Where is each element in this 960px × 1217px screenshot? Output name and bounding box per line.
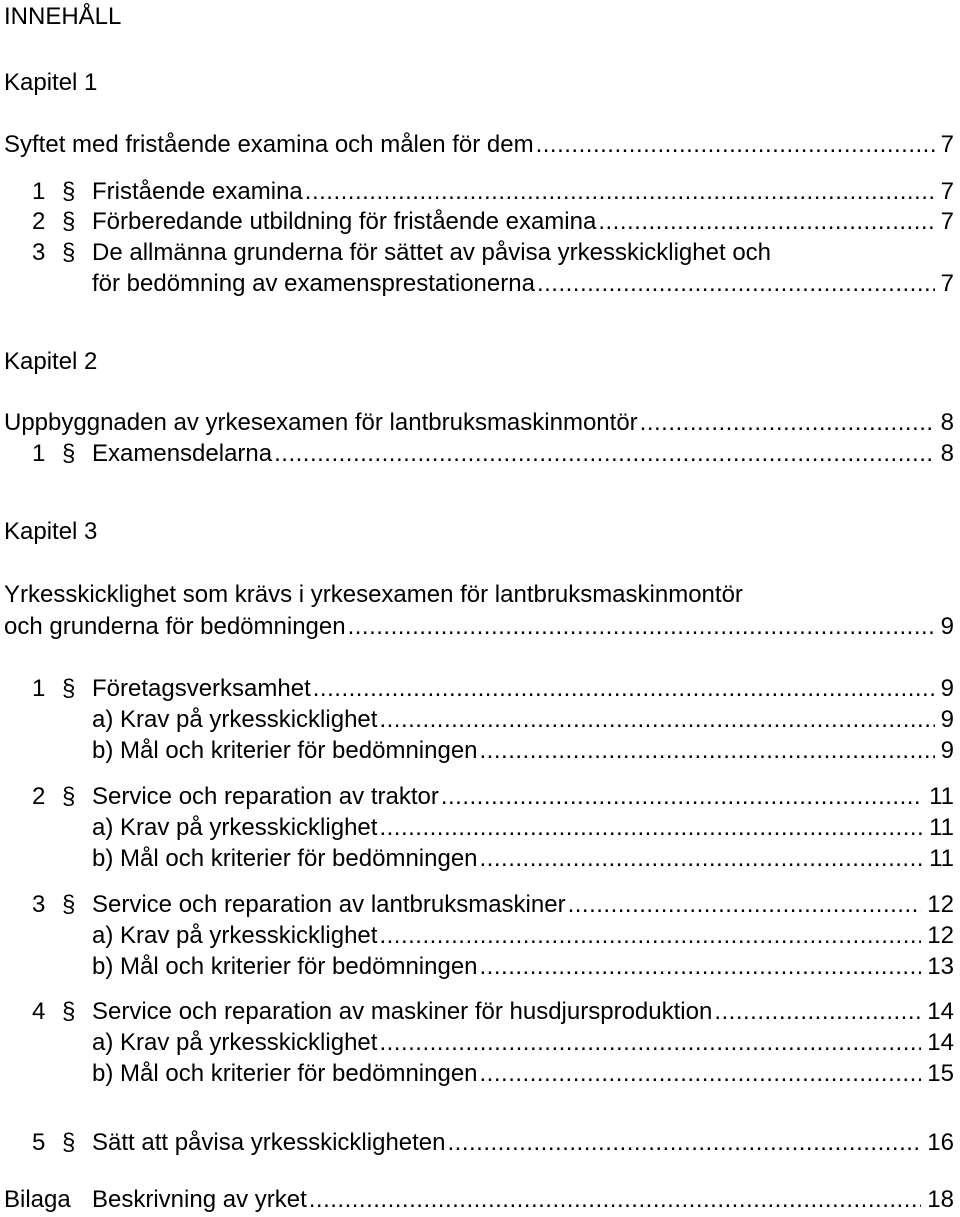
dot-leader bbox=[714, 995, 921, 1029]
dot-leader bbox=[348, 610, 935, 644]
toc-subentry[interactable] bbox=[0, 919, 960, 953]
dot-leader bbox=[379, 1026, 921, 1060]
appendix-label: Bilaga bbox=[4, 1186, 71, 1213]
page-number: 9 bbox=[940, 706, 954, 733]
section-number: 3 bbox=[32, 239, 46, 266]
chapter-1-label: Kapitel 1 bbox=[4, 69, 98, 96]
toc-entry[interactable] bbox=[0, 406, 960, 440]
section-number: 1 bbox=[32, 178, 46, 205]
dot-leader bbox=[480, 734, 935, 768]
section-title: Examensdelarna bbox=[92, 437, 272, 471]
section-title: Service och reparation av lantbruksmaskiner bbox=[92, 888, 566, 922]
page-number: 11 bbox=[929, 845, 954, 872]
chapter-2-label: Kapitel 2 bbox=[4, 348, 98, 375]
toc-entry[interactable] bbox=[0, 205, 960, 239]
toc-subentry[interactable] bbox=[0, 1057, 960, 1091]
section-symbol-icon: § bbox=[62, 675, 76, 702]
section-number: 4 bbox=[32, 998, 46, 1025]
chapter-1-title: Syftet med fristående examina och målen för dem bbox=[4, 128, 534, 162]
section-symbol-icon: § bbox=[62, 1129, 76, 1156]
dot-leader bbox=[274, 437, 935, 471]
toc-entry[interactable] bbox=[0, 578, 960, 612]
section-symbol-icon: § bbox=[62, 891, 76, 918]
page-number: 14 bbox=[927, 998, 954, 1025]
dot-leader bbox=[480, 950, 922, 984]
page-number: 13 bbox=[927, 953, 954, 980]
page-number: 11 bbox=[929, 814, 954, 841]
toc-subentry[interactable] bbox=[0, 703, 960, 737]
toc-subentry[interactable] bbox=[0, 811, 960, 845]
page-number: 7 bbox=[940, 270, 954, 297]
page-number: 12 bbox=[927, 922, 954, 949]
section-title: Förberedande utbildning för fristående examina bbox=[92, 205, 596, 239]
section-symbol-icon: § bbox=[62, 440, 76, 467]
toc-subentry[interactable] bbox=[0, 734, 960, 768]
chapter-3-title-line1: Yrkesskicklighet som krävs i yrkesexamen för lantbruksmaskinmontör bbox=[4, 581, 743, 608]
dot-leader bbox=[441, 780, 923, 814]
page-number: 9 bbox=[940, 613, 954, 640]
section-number: 1 bbox=[32, 675, 46, 702]
page-number: 9 bbox=[940, 675, 954, 702]
toc-entry[interactable] bbox=[0, 780, 960, 814]
page-number: 18 bbox=[927, 1186, 954, 1213]
page-number: 9 bbox=[940, 737, 954, 764]
toc-entry-continuation[interactable] bbox=[0, 610, 960, 644]
toc-entry[interactable] bbox=[0, 236, 960, 270]
section-number: 2 bbox=[32, 208, 46, 235]
section-title: Fristående examina bbox=[92, 175, 303, 209]
toc-entry-continuation[interactable] bbox=[0, 267, 960, 301]
section-title: Service och reparation av maskiner för husdjursproduktion bbox=[92, 995, 712, 1029]
dot-leader bbox=[379, 703, 934, 737]
section-symbol-icon: § bbox=[62, 208, 76, 235]
chapter-label bbox=[0, 345, 960, 379]
toc-entry[interactable] bbox=[0, 128, 960, 162]
section-number: 5 bbox=[32, 1129, 46, 1156]
dot-leader bbox=[448, 1126, 922, 1160]
section-number: 2 bbox=[32, 783, 46, 810]
subsection-title: b) Mål och kriterier för bedömningen bbox=[92, 842, 478, 876]
section-title-line2: för bedömning av examensprestationerna bbox=[92, 267, 535, 301]
section-symbol-icon: § bbox=[62, 239, 76, 266]
dot-leader bbox=[309, 1183, 922, 1217]
subsection-title: b) Mål och kriterier för bedömningen bbox=[92, 734, 478, 768]
chapter-label bbox=[0, 515, 960, 549]
dot-leader bbox=[379, 919, 921, 953]
dot-leader bbox=[568, 888, 922, 922]
chapter-label bbox=[0, 66, 960, 100]
toc-entry[interactable] bbox=[0, 888, 960, 922]
page-number: 7 bbox=[940, 208, 954, 235]
toc-entry-appendix[interactable] bbox=[0, 1183, 960, 1217]
subsection-title: b) Mål och kriterier för bedömningen bbox=[92, 950, 478, 984]
toc-entry[interactable] bbox=[0, 175, 960, 209]
page-number: 14 bbox=[927, 1029, 954, 1056]
section-number: 1 bbox=[32, 440, 46, 467]
toc-subentry[interactable] bbox=[0, 950, 960, 984]
page-number: 16 bbox=[927, 1129, 954, 1156]
toc-heading-text: INNEHÅLL bbox=[4, 3, 122, 30]
toc-entry[interactable] bbox=[0, 1126, 960, 1160]
subsection-title: a) Krav på yrkesskicklighet bbox=[92, 811, 377, 845]
dot-leader bbox=[480, 1057, 922, 1091]
page-number: 15 bbox=[927, 1060, 954, 1087]
chapter-3-label: Kapitel 3 bbox=[4, 518, 98, 545]
page-number: 8 bbox=[940, 409, 954, 436]
dot-leader bbox=[305, 175, 935, 209]
page-number: 8 bbox=[940, 440, 954, 467]
section-symbol-icon: § bbox=[62, 178, 76, 205]
dot-leader bbox=[598, 205, 934, 239]
toc-entry[interactable] bbox=[0, 437, 960, 471]
toc-subentry[interactable] bbox=[0, 1026, 960, 1060]
dot-leader bbox=[536, 128, 935, 162]
toc-entry[interactable] bbox=[0, 672, 960, 706]
section-symbol-icon: § bbox=[62, 998, 76, 1025]
chapter-3-title-line2: och grunderna för bedömningen bbox=[4, 610, 346, 644]
subsection-title: b) Mål och kriterier för bedömningen bbox=[92, 1057, 478, 1091]
page-number: 7 bbox=[940, 131, 954, 158]
dot-leader bbox=[480, 842, 924, 876]
toc-heading bbox=[0, 0, 960, 34]
toc-entry[interactable] bbox=[0, 995, 960, 1029]
dot-leader bbox=[313, 672, 935, 706]
page-number: 11 bbox=[929, 783, 954, 810]
appendix-title: Beskrivning av yrket bbox=[92, 1183, 307, 1217]
subsection-title: a) Krav på yrkesskicklighet bbox=[92, 703, 377, 737]
dot-leader bbox=[379, 811, 923, 845]
subsection-title: a) Krav på yrkesskicklighet bbox=[92, 1026, 377, 1060]
page-number: 12 bbox=[927, 891, 954, 918]
section-title-line1: De allmänna grunderna för sättet av påvisa yrkesskicklighet och bbox=[92, 239, 772, 266]
section-number: 3 bbox=[32, 891, 46, 918]
section-title: Service och reparation av traktor bbox=[92, 780, 439, 814]
section-title: Företagsverksamhet bbox=[92, 672, 311, 706]
chapter-2-title: Uppbyggnaden av yrkesexamen för lantbruksmaskinmontör bbox=[4, 406, 638, 440]
dot-leader bbox=[640, 406, 935, 440]
page-number: 7 bbox=[940, 178, 954, 205]
dot-leader bbox=[537, 267, 935, 301]
toc-subentry[interactable] bbox=[0, 842, 960, 876]
section-title: Sätt att påvisa yrkesskickligheten bbox=[92, 1126, 446, 1160]
subsection-title: a) Krav på yrkesskicklighet bbox=[92, 919, 377, 953]
section-symbol-icon: § bbox=[62, 783, 76, 810]
